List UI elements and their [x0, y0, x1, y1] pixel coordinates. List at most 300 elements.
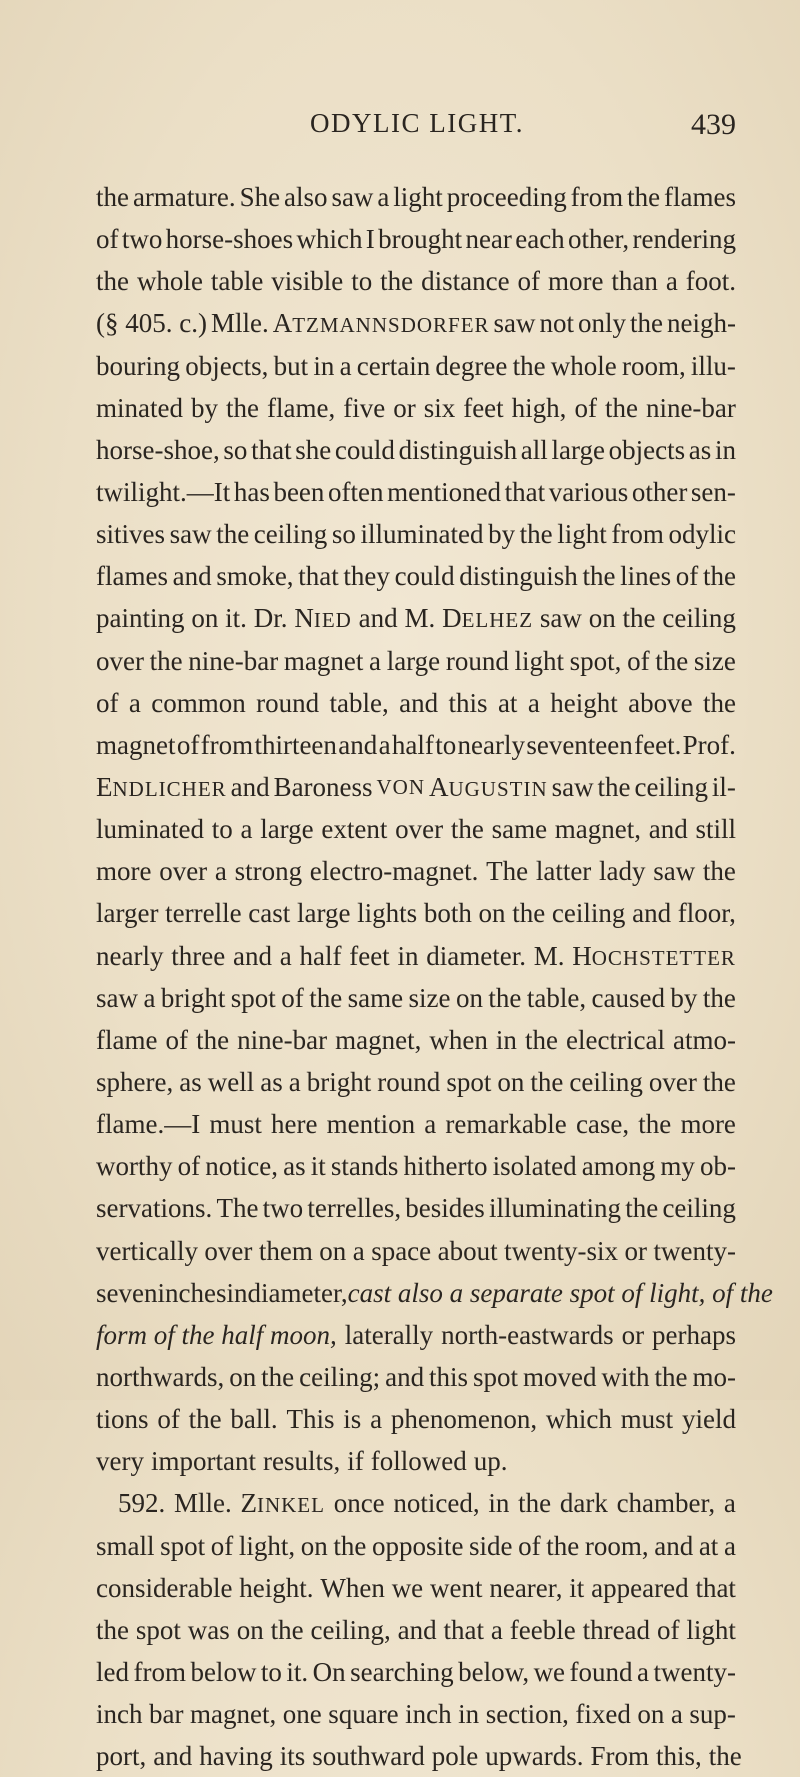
word: I [365, 224, 375, 255]
word: on [191, 603, 219, 634]
word: the [261, 1361, 295, 1392]
word: spot, [569, 645, 622, 676]
word: large [260, 814, 314, 845]
word: as [260, 1066, 283, 1097]
word: lines [620, 561, 672, 592]
word: over [159, 856, 208, 887]
word: notice, [205, 1151, 278, 1182]
text-line [96, 1103, 736, 1145]
word: as [179, 1066, 202, 1097]
word: northwards, [96, 1361, 225, 1392]
word: larger [96, 898, 159, 929]
word: the [597, 771, 631, 802]
word: dark [559, 1488, 608, 1519]
word: one [282, 1699, 322, 1730]
word: was [187, 1614, 230, 1645]
word: to [211, 814, 233, 845]
word: the [627, 182, 661, 212]
word: light [514, 645, 564, 676]
word: illuminated [360, 519, 484, 550]
word: saw [653, 856, 696, 887]
word: in [458, 1699, 480, 1730]
word: saw [331, 182, 374, 212]
word: of [518, 1530, 541, 1561]
text-line [96, 597, 736, 639]
word: phenomenon, [390, 1404, 538, 1435]
word: twilight.—It [96, 476, 231, 507]
word: of [675, 561, 699, 592]
word: with [601, 1361, 650, 1392]
word: of [627, 645, 650, 676]
word: feet [349, 940, 390, 971]
word: ceiling [569, 1066, 643, 1097]
word: sphere, [96, 1066, 174, 1097]
word: flames [664, 182, 736, 212]
word: the [188, 1404, 222, 1435]
word: light [393, 182, 443, 212]
word: searching [350, 1656, 454, 1687]
word: yield [681, 1404, 736, 1435]
word: light [686, 1614, 736, 1645]
word: been [273, 476, 325, 507]
word: of [177, 1151, 201, 1182]
word: ceiling [253, 519, 328, 550]
word: thread [582, 1614, 651, 1645]
word: the [96, 182, 129, 212]
word: bouring [96, 350, 180, 381]
word: ENDLICHER [96, 771, 227, 802]
word: the [702, 561, 736, 592]
word: this, [655, 1741, 702, 1772]
word: HOCHSTETTER [572, 940, 736, 971]
word: that [298, 561, 339, 592]
text-line [96, 1230, 736, 1272]
page-number: 439 [691, 108, 736, 141]
word: fixed [575, 1699, 631, 1730]
word: magnet, [554, 814, 642, 845]
word: a [288, 1066, 301, 1097]
text-line [96, 513, 736, 555]
word: below, [458, 1656, 530, 1687]
word: in [495, 1024, 517, 1055]
word: but [273, 350, 309, 381]
word: near [465, 224, 512, 255]
text-line [96, 1398, 736, 1440]
word: noticed, [393, 1488, 480, 1519]
word: which [296, 224, 363, 255]
word: all [520, 434, 548, 465]
word: magnet, [189, 1699, 277, 1730]
word: of [656, 1614, 680, 1645]
word: the [622, 603, 656, 634]
word: it. [286, 1656, 309, 1687]
word: once [333, 1488, 385, 1519]
word: other [631, 476, 688, 507]
word: the [530, 1066, 564, 1097]
word: a [665, 266, 678, 297]
word: electro-magnet. [309, 856, 479, 887]
word: ceiling [551, 898, 626, 929]
word: feet [463, 392, 504, 423]
word: so [331, 519, 356, 550]
word: the [604, 392, 638, 423]
word: square [328, 1699, 399, 1730]
word: they [343, 561, 390, 592]
text-line [96, 1314, 736, 1356]
word: southward [312, 1741, 425, 1772]
word: ZINKEL [240, 1488, 325, 1519]
word: a [143, 982, 156, 1013]
word: or [621, 1319, 645, 1350]
word: ball. [230, 1404, 278, 1435]
word: must [620, 1404, 674, 1435]
word: must [209, 1109, 262, 1140]
word: very [96, 1446, 144, 1477]
word: and [397, 1614, 437, 1645]
word: from [200, 729, 254, 760]
word: on [236, 1614, 264, 1645]
word: and [230, 771, 270, 802]
word: two [121, 224, 163, 255]
word: round [256, 687, 320, 718]
word: M. [533, 940, 565, 971]
word: nine-bar [237, 1024, 328, 1055]
word: terrelle [165, 898, 242, 929]
word: and [632, 898, 672, 929]
word: nine-bar [188, 645, 279, 676]
word: sen- [690, 476, 736, 507]
word: inch [405, 1699, 452, 1730]
word: The [216, 1193, 259, 1224]
word: magnet, [335, 1024, 422, 1055]
word: perhaps [652, 1319, 736, 1350]
word: inch [96, 1699, 143, 1730]
word: two [262, 1193, 304, 1224]
word: ceiling [662, 603, 736, 634]
word: not [539, 308, 575, 339]
text-line [96, 1525, 736, 1567]
word: a [527, 687, 540, 718]
word: to [260, 1656, 282, 1687]
word: nearly [457, 729, 525, 760]
word: followed [370, 1446, 467, 1477]
word: The [486, 856, 529, 887]
word: seventeen [526, 729, 633, 760]
word: the [96, 266, 129, 297]
word: a [240, 814, 253, 845]
paragraph-para-592 [96, 1482, 742, 1777]
text-line [96, 766, 736, 808]
word: my [660, 1151, 695, 1182]
word: saw [493, 308, 536, 339]
word: a [723, 1530, 736, 1561]
word: 592. [118, 1488, 166, 1519]
word: a [370, 1404, 383, 1435]
word: appeared [591, 1572, 689, 1603]
text-line [96, 302, 736, 344]
word: diameter, [247, 1277, 348, 1308]
word: port, [96, 1741, 147, 1772]
word: on [300, 1530, 328, 1561]
text-line [96, 682, 736, 724]
word: of [165, 1024, 189, 1055]
text-line [96, 1651, 736, 1693]
word: common [151, 687, 246, 718]
word: From [590, 1741, 649, 1772]
word: twenty- [653, 1656, 736, 1687]
word: foot. [685, 266, 736, 297]
word: the [625, 1193, 659, 1224]
word: magnet [283, 645, 364, 676]
word: a [424, 1109, 437, 1140]
word: and [338, 729, 378, 760]
word: armature. [132, 182, 236, 212]
word: it [569, 1572, 585, 1603]
word: having [199, 1741, 273, 1772]
word: proceeding [446, 182, 567, 212]
word: painting [96, 603, 185, 634]
word: illu- [690, 350, 736, 381]
text-line [96, 935, 736, 977]
word: or [393, 392, 416, 423]
word: of [517, 266, 541, 297]
word: among [581, 1151, 656, 1182]
word: it. [225, 603, 247, 634]
word: form of the half moon, [96, 1319, 337, 1350]
word: ceiling, [310, 1614, 391, 1645]
word: the [638, 1109, 672, 1140]
word: round [445, 645, 509, 676]
word: the [225, 392, 259, 423]
word: lights [357, 898, 418, 929]
word: flame.—I [96, 1109, 201, 1140]
word: isolated [492, 1151, 577, 1182]
word: as [688, 434, 712, 465]
text-line [96, 640, 736, 682]
word: other, [568, 224, 630, 255]
word: the [380, 266, 414, 297]
running-title: ODYLIC LIGHT. [310, 108, 524, 138]
word: found [569, 1656, 633, 1687]
word: (§ 405. c.) [96, 308, 207, 339]
word: in [226, 1277, 248, 1308]
word: servations. [96, 1193, 213, 1224]
word: mention [326, 1109, 416, 1140]
word: Mlle. [173, 1488, 232, 1519]
word: flames [96, 561, 168, 592]
word: the [582, 561, 616, 592]
word: mo- [692, 1361, 736, 1392]
word: the [512, 350, 546, 381]
word: space [371, 1235, 432, 1266]
word: often [328, 476, 384, 507]
text-line [96, 429, 736, 471]
word: table, [329, 687, 389, 718]
word: Mlle. [210, 308, 269, 339]
word: and [648, 814, 688, 845]
word: vertically [96, 1235, 198, 1266]
word: ceiling [634, 771, 708, 802]
text-line [96, 1019, 736, 1061]
word: terrelles, [307, 1193, 402, 1224]
word: on [637, 1699, 665, 1730]
word: of [210, 1530, 234, 1561]
word: of [96, 224, 119, 255]
word: of [176, 729, 200, 760]
word: a [670, 1699, 683, 1730]
word: room, [621, 350, 686, 381]
word: half [391, 729, 434, 760]
word: half [299, 940, 342, 971]
word: about [437, 1235, 498, 1266]
text-line [96, 808, 736, 850]
word: table [210, 266, 264, 297]
word: here [271, 1109, 318, 1140]
word: saw [169, 519, 212, 550]
word: visible [271, 266, 344, 297]
word: diameter. [426, 940, 526, 971]
word: above [628, 687, 693, 718]
word: went [430, 1572, 483, 1603]
text-line [96, 1693, 736, 1735]
word: from [133, 1656, 186, 1687]
word: the [149, 645, 183, 676]
word: a [377, 182, 390, 212]
word: as [283, 1151, 306, 1182]
text-line [96, 1440, 736, 1482]
text-line [96, 387, 736, 429]
word: height. [239, 1572, 314, 1603]
word: this [448, 687, 488, 718]
word: illuminating [489, 1193, 621, 1224]
word: extent [321, 814, 388, 845]
word: a [369, 645, 382, 676]
word: DELHEZ [442, 603, 534, 634]
word: bar [149, 1699, 184, 1730]
word: on [319, 1235, 347, 1266]
word: thirteen [254, 729, 337, 760]
word: and [172, 561, 212, 592]
word: spot [160, 1530, 206, 1561]
word: horse-shoes [165, 224, 294, 255]
word: it [310, 1151, 326, 1182]
word: in [313, 350, 335, 381]
word: cast also a separate spot of light, of the [347, 1277, 773, 1308]
word: the [655, 645, 689, 676]
word: over [648, 1066, 697, 1097]
word: certain [356, 350, 431, 381]
word: in [397, 940, 419, 971]
word: twenty- [653, 1235, 736, 1266]
word: by [190, 392, 218, 423]
word: a [378, 729, 391, 760]
text-line [96, 176, 736, 218]
word: ceiling [662, 1193, 736, 1224]
word: on [478, 898, 506, 929]
word: objects, [185, 350, 269, 381]
running-head [96, 108, 736, 148]
word: same [491, 814, 548, 845]
word: the [96, 1614, 129, 1645]
word: a [637, 1656, 649, 1687]
body-text [96, 176, 773, 1777]
word: Baroness [273, 771, 373, 802]
text-line [96, 1356, 736, 1398]
text-line [96, 1609, 736, 1651]
word: the [512, 898, 546, 929]
word: brought [378, 224, 463, 255]
word: in [488, 1488, 510, 1519]
word: by [488, 519, 516, 550]
word: the [309, 982, 343, 1013]
word: floor, [677, 898, 736, 929]
word: hitherto [403, 1151, 488, 1182]
word: the [702, 856, 736, 887]
text-line [96, 724, 736, 766]
word: small [96, 1530, 155, 1561]
text-line [96, 1567, 736, 1609]
word: on [455, 982, 483, 1013]
word: inches [157, 1277, 227, 1308]
word: also [284, 182, 328, 212]
word: the [488, 982, 522, 1013]
word: and [358, 603, 398, 634]
word: same [347, 982, 404, 1013]
word: whole [550, 350, 617, 381]
word: the [518, 1488, 552, 1519]
word: light, [238, 1530, 296, 1561]
word: results, [262, 1446, 341, 1477]
word: the [654, 1361, 688, 1392]
paragraph-continued [96, 176, 773, 1482]
word: the [196, 1024, 230, 1055]
word: when [429, 1024, 488, 1055]
text-line [96, 260, 736, 302]
word: we [533, 1656, 566, 1687]
word: minated [96, 392, 183, 423]
text-line [96, 1735, 742, 1777]
text-line [96, 850, 736, 892]
word: more [96, 856, 152, 887]
word: side [469, 1530, 513, 1561]
word: NIED [294, 603, 352, 634]
word: opposite [371, 1530, 464, 1561]
word: to [435, 729, 457, 760]
word: She [239, 182, 281, 212]
word: objects [608, 434, 686, 465]
word: M. [404, 603, 436, 634]
word: lady [599, 856, 646, 887]
word: twenty-six [504, 1235, 619, 1266]
word: stands [330, 1151, 399, 1182]
word: saw [551, 771, 594, 802]
word: the [270, 1614, 304, 1645]
word: odylic [668, 519, 736, 550]
word: the [333, 1530, 367, 1561]
word: strong [234, 856, 303, 887]
word: distinguish [459, 561, 578, 592]
word: the [630, 308, 664, 339]
word: spot [135, 1614, 181, 1645]
word: AUGUSTIN [428, 771, 548, 802]
word: flame [96, 1024, 158, 1055]
word: she [295, 434, 332, 465]
word: this [429, 1361, 469, 1392]
word: distinguish [398, 434, 518, 465]
word: five [343, 392, 386, 423]
word: has [233, 476, 270, 507]
word: a [490, 1614, 503, 1645]
